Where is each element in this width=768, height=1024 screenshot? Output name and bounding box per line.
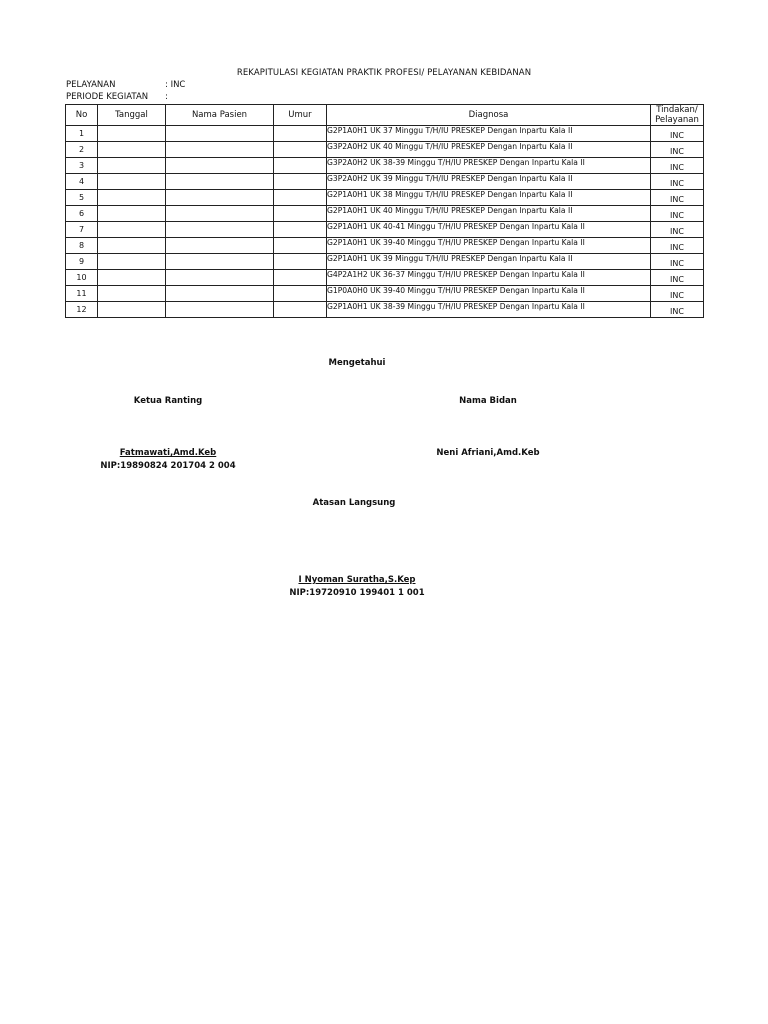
header-diagnosa: Diagnosa xyxy=(327,105,651,126)
cell-diagnosa: G1P0A0H0 UK 39-40 Minggu T/H/IU PRESKEP Dengan Inpartu Kala II xyxy=(327,286,651,302)
cell-umur xyxy=(274,238,327,254)
cell-tanggal xyxy=(98,174,166,190)
cell-tindakan: INC xyxy=(651,142,704,158)
cell-no: 1 xyxy=(66,126,98,142)
cell-nama-pasien xyxy=(166,126,274,142)
cell-diagnosa: G2P1A0H1 UK 38 Minggu T/H/IU PRESKEP Dengan Inpartu Kala II xyxy=(327,190,651,206)
cell-tindakan: INC xyxy=(651,190,704,206)
cell-nama-pasien xyxy=(166,238,274,254)
pelayanan-label: PELAYANAN xyxy=(66,80,116,90)
cell-tindakan: INC xyxy=(651,238,704,254)
cell-nama-pasien xyxy=(166,174,274,190)
table-header-row xyxy=(66,105,704,126)
document-title: REKAPITULASI KEGIATAN PRAKTIK PROFESI/ PELAYANAN KEBIDANAN xyxy=(236,68,532,78)
cell-umur xyxy=(274,222,327,238)
cell-umur xyxy=(274,126,327,142)
cell-tanggal xyxy=(98,222,166,238)
cell-tanggal xyxy=(98,238,166,254)
cell-no: 9 xyxy=(66,254,98,270)
cell-tindakan: INC xyxy=(651,222,704,238)
atasan-name: I Nyoman Suratha,S.Kep xyxy=(298,575,416,585)
cell-tanggal xyxy=(98,286,166,302)
pelayanan-value: : INC xyxy=(165,80,186,90)
cell-umur xyxy=(274,174,327,190)
header-no: No xyxy=(66,105,98,126)
cell-umur xyxy=(274,302,327,318)
cell-no: 3 xyxy=(66,158,98,174)
header-tindakan xyxy=(651,105,704,126)
cell-no: 2 xyxy=(66,142,98,158)
cell-tindakan: INC xyxy=(651,126,704,142)
cell-umur xyxy=(274,206,327,222)
atasan-nip: NIP:19720910 199401 1 001 xyxy=(289,588,425,598)
cell-tanggal xyxy=(98,254,166,270)
table-row xyxy=(66,206,704,222)
cell-no: 12 xyxy=(66,302,98,318)
table-row xyxy=(66,142,704,158)
cell-nama-pasien xyxy=(166,302,274,318)
cell-diagnosa: G3P2A0H2 UK 39 Minggu T/H/IU PRESKEP Dengan Inpartu Kala II xyxy=(327,174,651,190)
cell-diagnosa: G3P2A0H2 UK 40 Minggu T/H/IU PRESKEP Dengan Inpartu Kala II xyxy=(327,142,651,158)
cell-nama-pasien xyxy=(166,158,274,174)
bidan-name: Neni Afriani,Amd.Keb xyxy=(436,448,540,458)
ketua-ranting-label: Ketua Ranting xyxy=(133,396,203,406)
cell-no: 7 xyxy=(66,222,98,238)
cell-tanggal xyxy=(98,206,166,222)
cell-umur xyxy=(274,254,327,270)
cell-tindakan: INC xyxy=(651,286,704,302)
cell-diagnosa: G3P2A0H2 UK 38-39 Minggu T/H/IU PRESKEP Dengan Inpartu Kala II xyxy=(327,158,651,174)
cell-tindakan: INC xyxy=(651,254,704,270)
rekap-table xyxy=(65,104,704,318)
table-row xyxy=(66,302,704,318)
cell-no: 11 xyxy=(66,286,98,302)
cell-no: 10 xyxy=(66,270,98,286)
periode-value: : xyxy=(165,92,168,102)
cell-umur xyxy=(274,286,327,302)
table-row xyxy=(66,254,704,270)
cell-tindakan: INC xyxy=(651,158,704,174)
header-tindakan-line1: Tindakan/ xyxy=(656,105,698,115)
nama-bidan-label: Nama Bidan xyxy=(459,396,517,406)
cell-diagnosa: G2P1A0H1 UK 39 Minggu T/H/IU PRESKEP Dengan Inpartu Kala II xyxy=(327,254,651,270)
cell-nama-pasien xyxy=(166,254,274,270)
atasan-langsung-label: Atasan Langsung xyxy=(312,498,396,508)
cell-umur xyxy=(274,270,327,286)
table-row xyxy=(66,238,704,254)
table-row xyxy=(66,126,704,142)
table-row xyxy=(66,174,704,190)
cell-no: 5 xyxy=(66,190,98,206)
cell-tanggal xyxy=(98,142,166,158)
cell-umur xyxy=(274,190,327,206)
cell-umur xyxy=(274,142,327,158)
table-row xyxy=(66,270,704,286)
periode-label: PERIODE KEGIATAN xyxy=(66,92,149,102)
cell-diagnosa: G2P1A0H1 UK 39-40 Minggu T/H/IU PRESKEP Dengan Inpartu Kala II xyxy=(327,238,651,254)
cell-no: 8 xyxy=(66,238,98,254)
header-tindakan-line2: Pelayanan xyxy=(655,115,699,125)
cell-tanggal xyxy=(98,158,166,174)
cell-diagnosa: G2P1A0H1 UK 40-41 Minggu T/H/IU PRESKEP Dengan Inpartu Kala II xyxy=(327,222,651,238)
cell-tindakan: INC xyxy=(651,270,704,286)
table-row xyxy=(66,222,704,238)
cell-diagnosa: G2P1A0H1 UK 40 Minggu T/H/IU PRESKEP Dengan Inpartu Kala II xyxy=(327,206,651,222)
cell-nama-pasien xyxy=(166,270,274,286)
cell-tanggal xyxy=(98,126,166,142)
cell-tanggal xyxy=(98,270,166,286)
cell-tanggal xyxy=(98,302,166,318)
mengetahui-label: Mengetahui xyxy=(328,358,386,368)
cell-tindakan: INC xyxy=(651,302,704,318)
ketua-ranting-name: Fatmawati,Amd.Keb xyxy=(119,448,217,458)
cell-nama-pasien xyxy=(166,142,274,158)
cell-diagnosa: G4P2A1H2 UK 36-37 Minggu T/H/IU PRESKEP Dengan Inpartu Kala II xyxy=(327,270,651,286)
table-row xyxy=(66,158,704,174)
cell-tindakan: INC xyxy=(651,174,704,190)
cell-no: 6 xyxy=(66,206,98,222)
cell-umur xyxy=(274,158,327,174)
cell-diagnosa: G2P1A0H1 UK 37 Minggu T/H/IU PRESKEP Dengan Inpartu Kala II xyxy=(327,126,651,142)
cell-tindakan: INC xyxy=(651,206,704,222)
header-nama-pasien: Nama Pasien xyxy=(166,105,274,126)
cell-nama-pasien xyxy=(166,206,274,222)
header-umur: Umur xyxy=(274,105,327,126)
cell-diagnosa: G2P1A0H1 UK 38-39 Minggu T/H/IU PRESKEP Dengan Inpartu Kala II xyxy=(327,302,651,318)
cell-nama-pasien xyxy=(166,190,274,206)
cell-no: 4 xyxy=(66,174,98,190)
table-row xyxy=(66,190,704,206)
cell-tanggal xyxy=(98,190,166,206)
ketua-ranting-nip: NIP:19890824 201704 2 004 xyxy=(100,461,236,471)
cell-nama-pasien xyxy=(166,222,274,238)
cell-nama-pasien xyxy=(166,286,274,302)
header-tanggal: Tanggal xyxy=(98,105,166,126)
table-row xyxy=(66,286,704,302)
